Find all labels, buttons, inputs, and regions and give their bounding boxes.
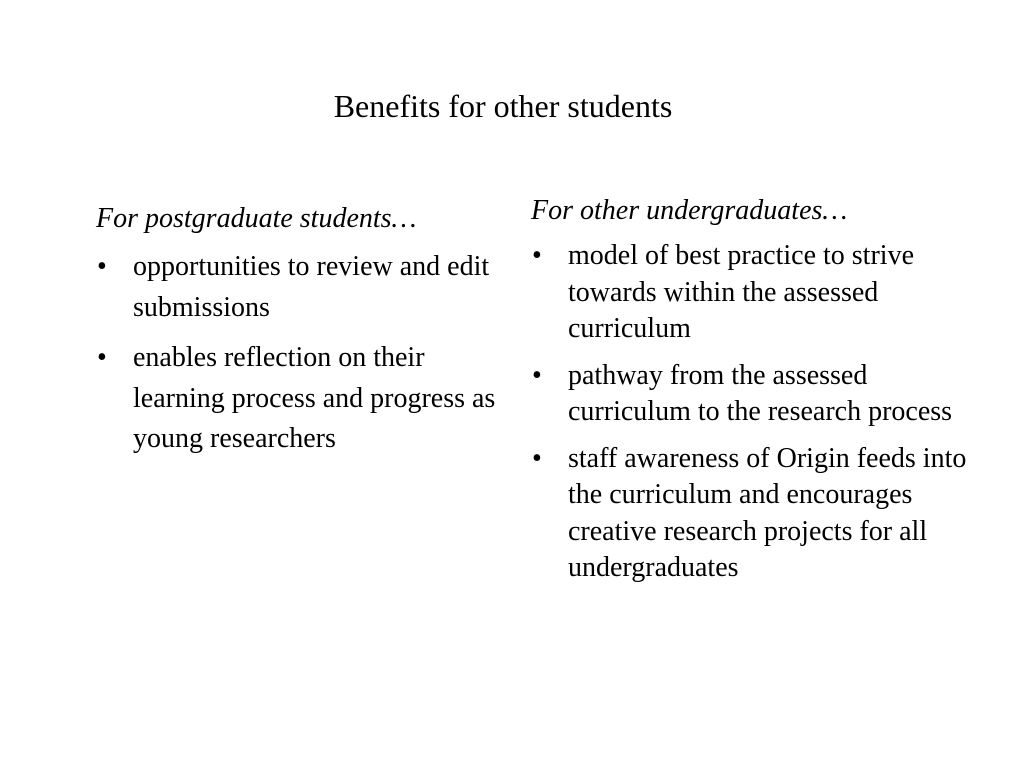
bullet-icon: •	[97, 342, 107, 373]
bullet-item	[96, 338, 516, 460]
postgraduate-heading: For postgraduate students…	[96, 203, 417, 234]
postgraduate-bullet-list	[96, 247, 516, 460]
undergraduate-column	[531, 193, 971, 597]
undergraduate-bullet-list	[531, 238, 971, 587]
bullet-icon: •	[532, 359, 542, 391]
bullet-text: opportunities to review and edit submissions	[133, 251, 490, 323]
bullet-item	[531, 441, 971, 587]
bullet-text: enables reflection on their learning process and progress as young researchers	[133, 342, 496, 454]
bullet-text: model of best practice to strive towards within the assessed curriculum	[568, 240, 914, 344]
bullet-text: pathway from the assessed curriculum to the research process	[568, 359, 953, 427]
bullet-item	[531, 358, 971, 431]
bullet-text: staff awareness of Origin feeds into the curriculum and encourages creative research projects for all undergraduates	[568, 442, 967, 583]
postgraduate-column	[96, 201, 516, 470]
undergraduate-heading: For other undergraduates…	[531, 195, 848, 226]
bullet-icon: •	[97, 251, 107, 282]
bullet-item	[531, 238, 971, 348]
bullet-item	[96, 247, 516, 328]
bullet-icon: •	[532, 240, 542, 271]
bullet-icon: •	[532, 442, 542, 474]
slide-title: Benefits for other students	[333, 88, 673, 124]
